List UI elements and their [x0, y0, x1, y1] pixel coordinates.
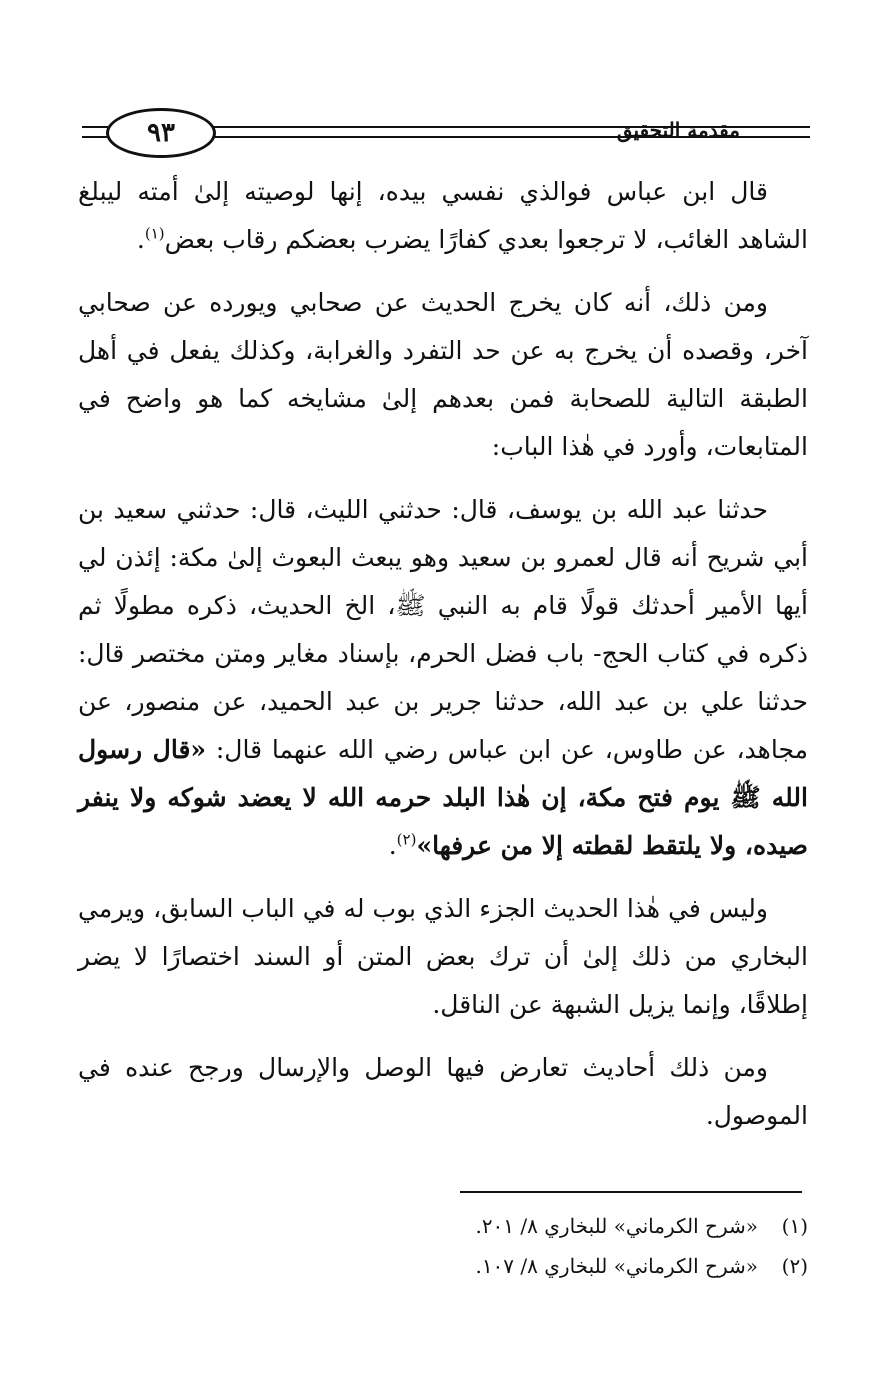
footnote-text: «شرح الكرماني» للبخاري ٨/ ١٠٧.	[475, 1254, 758, 1278]
footnotes	[300, 1206, 808, 1286]
footnote-1	[300, 1206, 808, 1246]
header-rule-left-bottom	[82, 136, 108, 138]
hadith-quote: «قال رسول الله ﷺ يوم فتح مكة، إن هٰذا البلد حرمه الله لا يعضد شوكه ولا ينفر صيده، ولا يلتقط لقطته إلا من عرفها»	[78, 735, 808, 860]
chapter-title: مقدمة التحقيق	[616, 118, 740, 142]
paragraph: ومن ذلك، أنه كان يخرج الحديث عن صحابي ويورده عن صحابي آخر، وقصده أن يخرج به عن حد التفرد والغرابة، وكذلك يفعل في أهل الطبقة التالية للصحابة فمن بعدهم إلىٰ مشايخه كما هو واضح في المتابعات، وأورد في هٰذا الباب:	[78, 288, 808, 461]
paragraph: وليس في هٰذا الحديث الجزء الذي بوب له في الباب السابق، ويرمي البخاري من ذلك إلىٰ أن ترك بعض المتن أو السند اختصارًا لا يضر إطلاقًا، وإنما يزيل الشبهة عن الناقل.	[78, 894, 808, 1019]
page-number-oval	[106, 108, 216, 158]
footnote-number: (١)	[781, 1214, 808, 1238]
footnote-2	[300, 1246, 808, 1286]
page-header	[82, 104, 810, 162]
header-rule-left-top	[82, 126, 108, 128]
footnote-number: (٢)	[781, 1254, 808, 1278]
footnote-separator	[460, 1191, 802, 1193]
page-number: ٩٣	[147, 118, 175, 148]
footnote-text: «شرح الكرماني» للبخاري ٨/ ٢٠١.	[475, 1214, 758, 1238]
paragraph: ومن ذلك أحاديث تعارض فيها الوصل والإرسال ورجح عنده في الموصول.	[78, 1053, 808, 1130]
footnote-ref-1: (١)	[144, 224, 165, 243]
paragraph: حدثنا عبد الله بن يوسف، قال: حدثني الليث، قال: حدثني سعيد بن أبي شريح أنه قال لعمرو بن سعيد وهو يبعث البعوث إلىٰ مكة: إئذن لي أيها الأمير أحدثك قولًا قام به النبي ﷺ، الخ الحديث، ذكره مطولًا ثم ذكره في كتاب الحج- باب فضل الحرم، بإسناد مغاير ومتن مختصر قال: حدثنا علي بن عبد الله، حدثنا جرير بن عبد الحميد، عن منصور، عن مجاهد، عن طاوس، عن ابن عباس رضي الله عنهما قال: «قال رسول الله ﷺ يوم فتح مكة، إن هٰذا البلد حرمه الله لا يعضد شوكه ولا ينفر صيده، ولا يلتقط لقطته إلا من عرفها»$^{(٢)}$.	[78, 495, 808, 860]
paragraph: قال ابن عباس فوالذي نفسي بيده، إنها لوصيته إلىٰ أمته ليبلغ الشاهد الغائب، لا ترجعوا بعدي كفارًا يضرب بعضكم رقاب بعض$^{(١)}$.	[78, 177, 808, 254]
footnote-ref-2: (٢)	[396, 830, 417, 849]
main-text	[78, 168, 808, 1155]
